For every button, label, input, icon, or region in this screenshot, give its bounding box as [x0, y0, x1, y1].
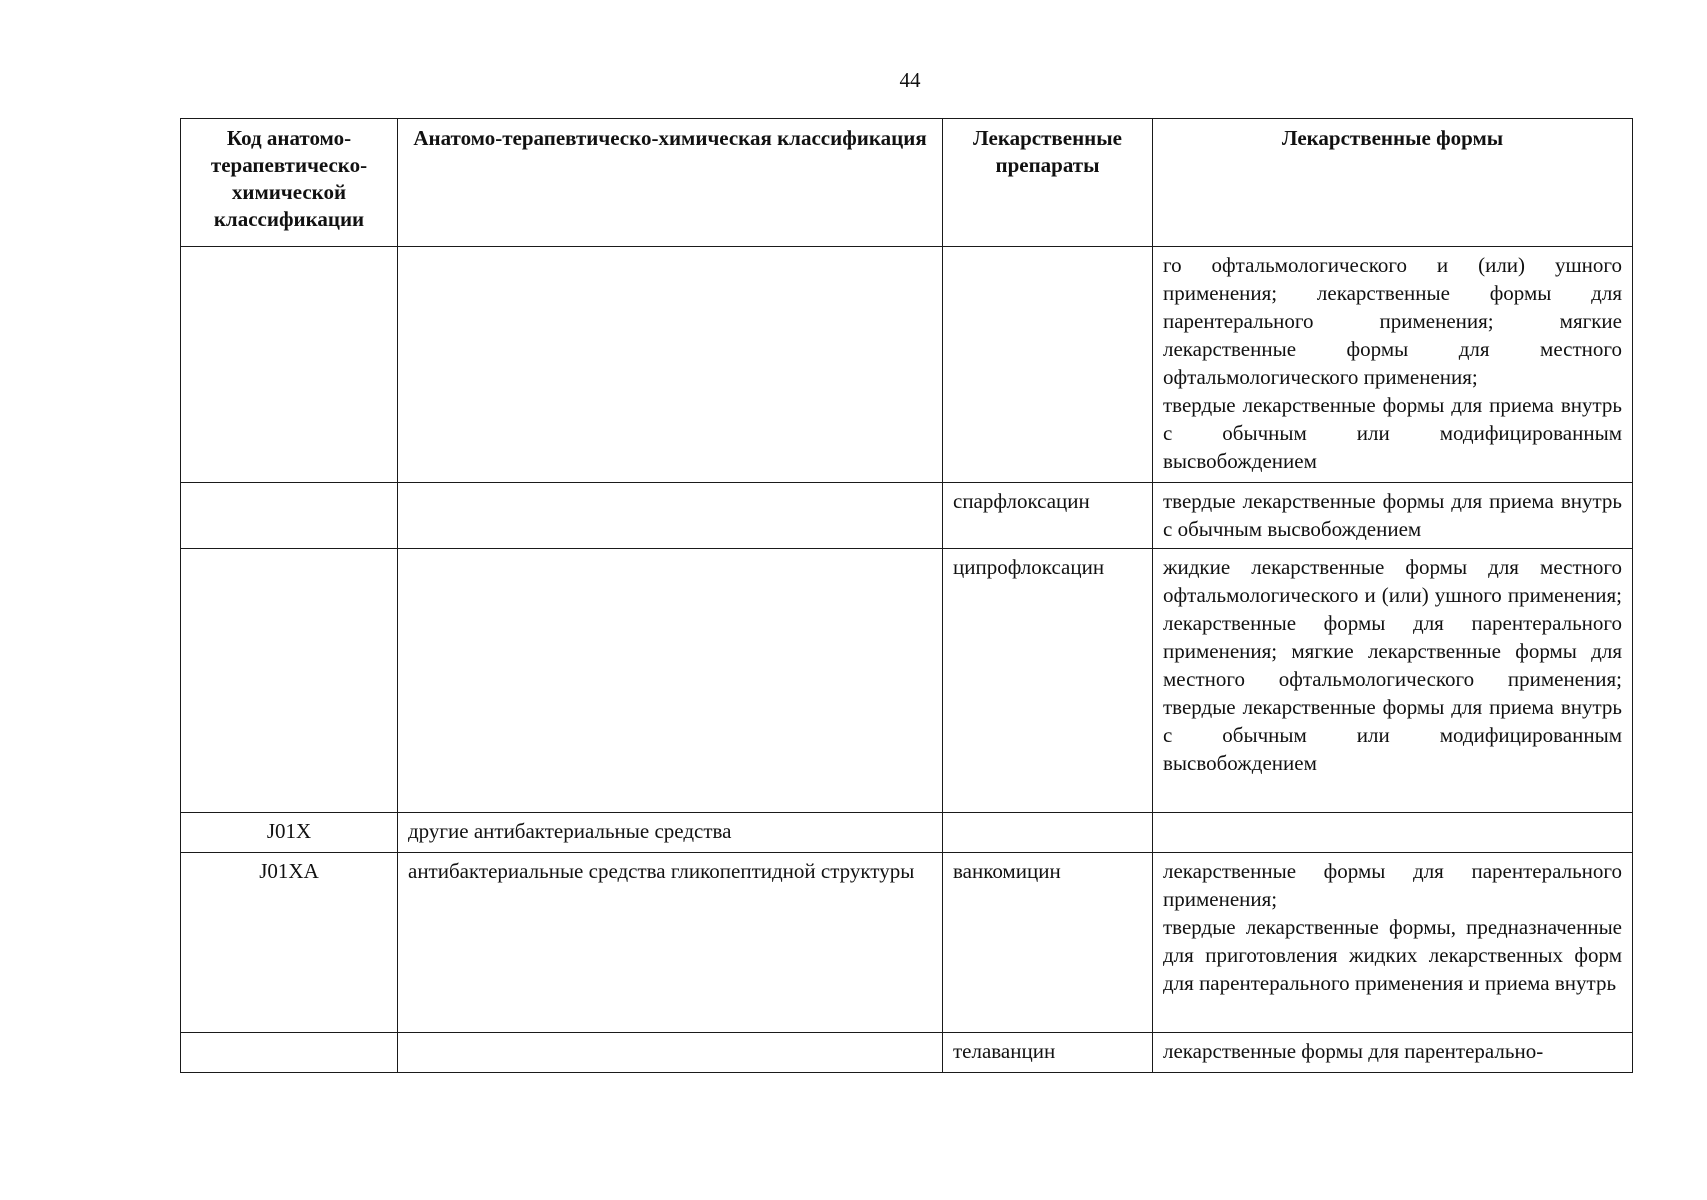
- cell-forms: [1153, 1033, 1633, 1073]
- cell-drug: телаванцин: [943, 1033, 1153, 1073]
- cell-forms: [1153, 247, 1633, 483]
- form-text: твердые лекарственные формы, предназначенные для приготовления жидких лекарственных форм для парентерального применения и приема внутрь: [1163, 915, 1622, 995]
- table-row: [181, 813, 1633, 853]
- cell-drug: ванкомицин: [943, 853, 1153, 1033]
- table-row: [181, 549, 1633, 813]
- cell-forms: [1153, 483, 1633, 549]
- cell-classification: другие антибактериальные средства: [398, 813, 943, 853]
- form-text: твердые лекарственные формы для приема внутрь с обычным или модифицированным высвобождением: [1163, 393, 1622, 473]
- cell-classification: [398, 549, 943, 813]
- form-text: лекарственные формы для парентерального применения;: [1163, 859, 1622, 911]
- form-text: жидкие лекарственные формы для местного офтальмологического и (или) ушного применения; лекарственные формы для парентерального применения; мягкие лекарственные формы для местного офтальмологического применения; твердые лекарственные формы для приема внутрь с обычным или модифицированным высвобождением: [1163, 555, 1622, 775]
- cell-forms: [1153, 549, 1633, 813]
- table-row: [181, 483, 1633, 549]
- cell-code: [181, 483, 398, 549]
- cell-drug: спарфлоксацин: [943, 483, 1153, 549]
- header-atc-code: Код анатомо-терапевтическо-химической классификации: [181, 119, 398, 247]
- cell-code: [181, 1033, 398, 1073]
- cell-drug: [943, 813, 1153, 853]
- cell-classification: [398, 247, 943, 483]
- cell-code: J01XA: [181, 853, 398, 1033]
- cell-code: [181, 247, 398, 483]
- header-atc-classification: Анатомо-терапевтическо-химическая классификация: [398, 119, 943, 247]
- cell-classification: [398, 1033, 943, 1073]
- form-text: го офтальмологического и (или) ушного применения; лекарственные формы для парентерального применения; мягкие лекарственные формы для местного офтальмологического применения;: [1163, 253, 1622, 389]
- header-drugs: Лекарственные препараты: [943, 119, 1153, 247]
- cell-code: J01X: [181, 813, 398, 853]
- cell-classification: [398, 483, 943, 549]
- form-text: лекарственные формы для парентерально-: [1163, 1039, 1544, 1063]
- header-dosage-forms: Лекарственные формы: [1153, 119, 1633, 247]
- cell-code: [181, 549, 398, 813]
- cell-forms: [1153, 813, 1633, 853]
- table-header-row: [181, 119, 1633, 247]
- atc-drug-table: [180, 118, 1633, 1073]
- table-row: [181, 853, 1633, 1033]
- table-row: [181, 247, 1633, 483]
- form-text: твердые лекарственные формы для приема внутрь с обычным высвобождением: [1163, 489, 1622, 541]
- table-row: [181, 1033, 1633, 1073]
- page-number: 44: [899, 68, 921, 92]
- cell-drug: ципрофлоксацин: [943, 549, 1153, 813]
- cell-forms: [1153, 853, 1633, 1033]
- cell-classification: антибактериальные средства гликопептидной структуры: [398, 853, 943, 1033]
- cell-drug: [943, 247, 1153, 483]
